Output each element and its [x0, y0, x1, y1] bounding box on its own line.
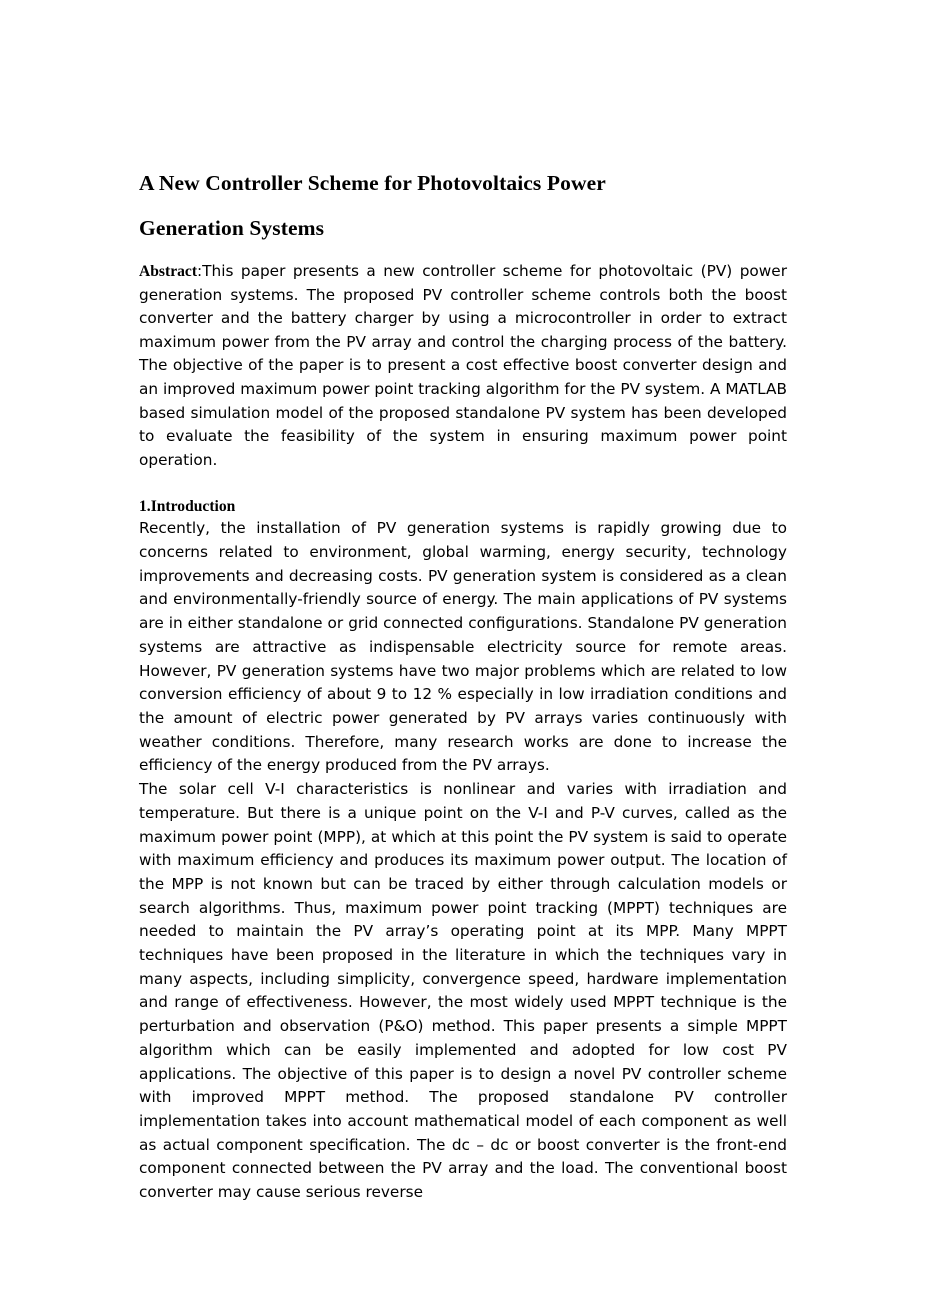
abstract-label: Abstract — [139, 263, 198, 281]
section-heading-introduction: 1.Introduction — [139, 498, 236, 516]
abstract-text: :This paper presents a new controller scheme for photovoltaic (PV) power generation systems. The proposed PV controller scheme controls both the boost converter and the battery charger by using a microcontroller in order to extract maximum power from the PV array and control the charging process of the battery. The objective of the paper is to present a cost effective boost converter design and an improved maximum power point tracking algorithm for the PV system. A MATLAB based simulation model of the proposed standalone PV system has been developed to evaluate the feasibility of the system in ensuring maximum power point operation. — [139, 262, 787, 469]
introduction-paragraph-1: Recently, the installation of PV generation systems is rapidly growing due to concerns related to environment, global warming, energy security, technology improvements and decreasing costs. PV generation system is considered as a clean and environmentally-friendly source of energy. The main applications of PV systems are in either standalone or grid connected configurations. Standalone PV generation systems are attractive as indispensable electricity source for remote areas. However, PV generation systems have two major problems which are related to low conversion efficiency of about 9 to 12 % especially in low irradiation conditions and the amount of electric power generated by PV arrays varies continuously with weather conditions. Therefore, many research works are done to increase the efficiency of the energy produced from the PV arrays. — [139, 519, 787, 775]
title-line-1: A New Controller Scheme for Photovoltaics Power — [139, 171, 606, 195]
document-content — [139, 168, 787, 1205]
page-title — [139, 168, 787, 243]
title-line-2: Generation Systems — [139, 215, 325, 240]
introduction-paragraph-2: The solar cell V-I characteristics is nonlinear and varies with irradiation and temperature. But there is a unique point on the V-I and P-V curves, called as the maximum power point (MPP), at which at this point the PV system is said to operate with maximum efficiency and produces its maximum power output. The location of the MPP is not known but can be traced by either through calculation models or search algorithms. Thus, maximum power point tracking (MPPT) techniques are needed to maintain the PV array’s operating point at its MPP. Many MPPT techniques have been proposed in the literature in which the techniques vary in many aspects, including simplicity, convergence speed, hardware implementation and range of effectiveness. However, the most widely used MPPT technique is the perturbation and observation (P&O) method. This paper presents a simple MPPT algorithm which can be easily implemented and adopted for low cost PV applications. The objective of this paper is to design a novel PV controller scheme with improved MPPT method. The proposed standalone PV controller implementation takes into account mathematical model of each component as well as actual component specification. The dc – dc or boost converter is the front-end component connected between the PV array and the load. The conventional boost converter may cause serious reverse — [139, 780, 787, 1202]
abstract-paragraph — [139, 260, 787, 472]
